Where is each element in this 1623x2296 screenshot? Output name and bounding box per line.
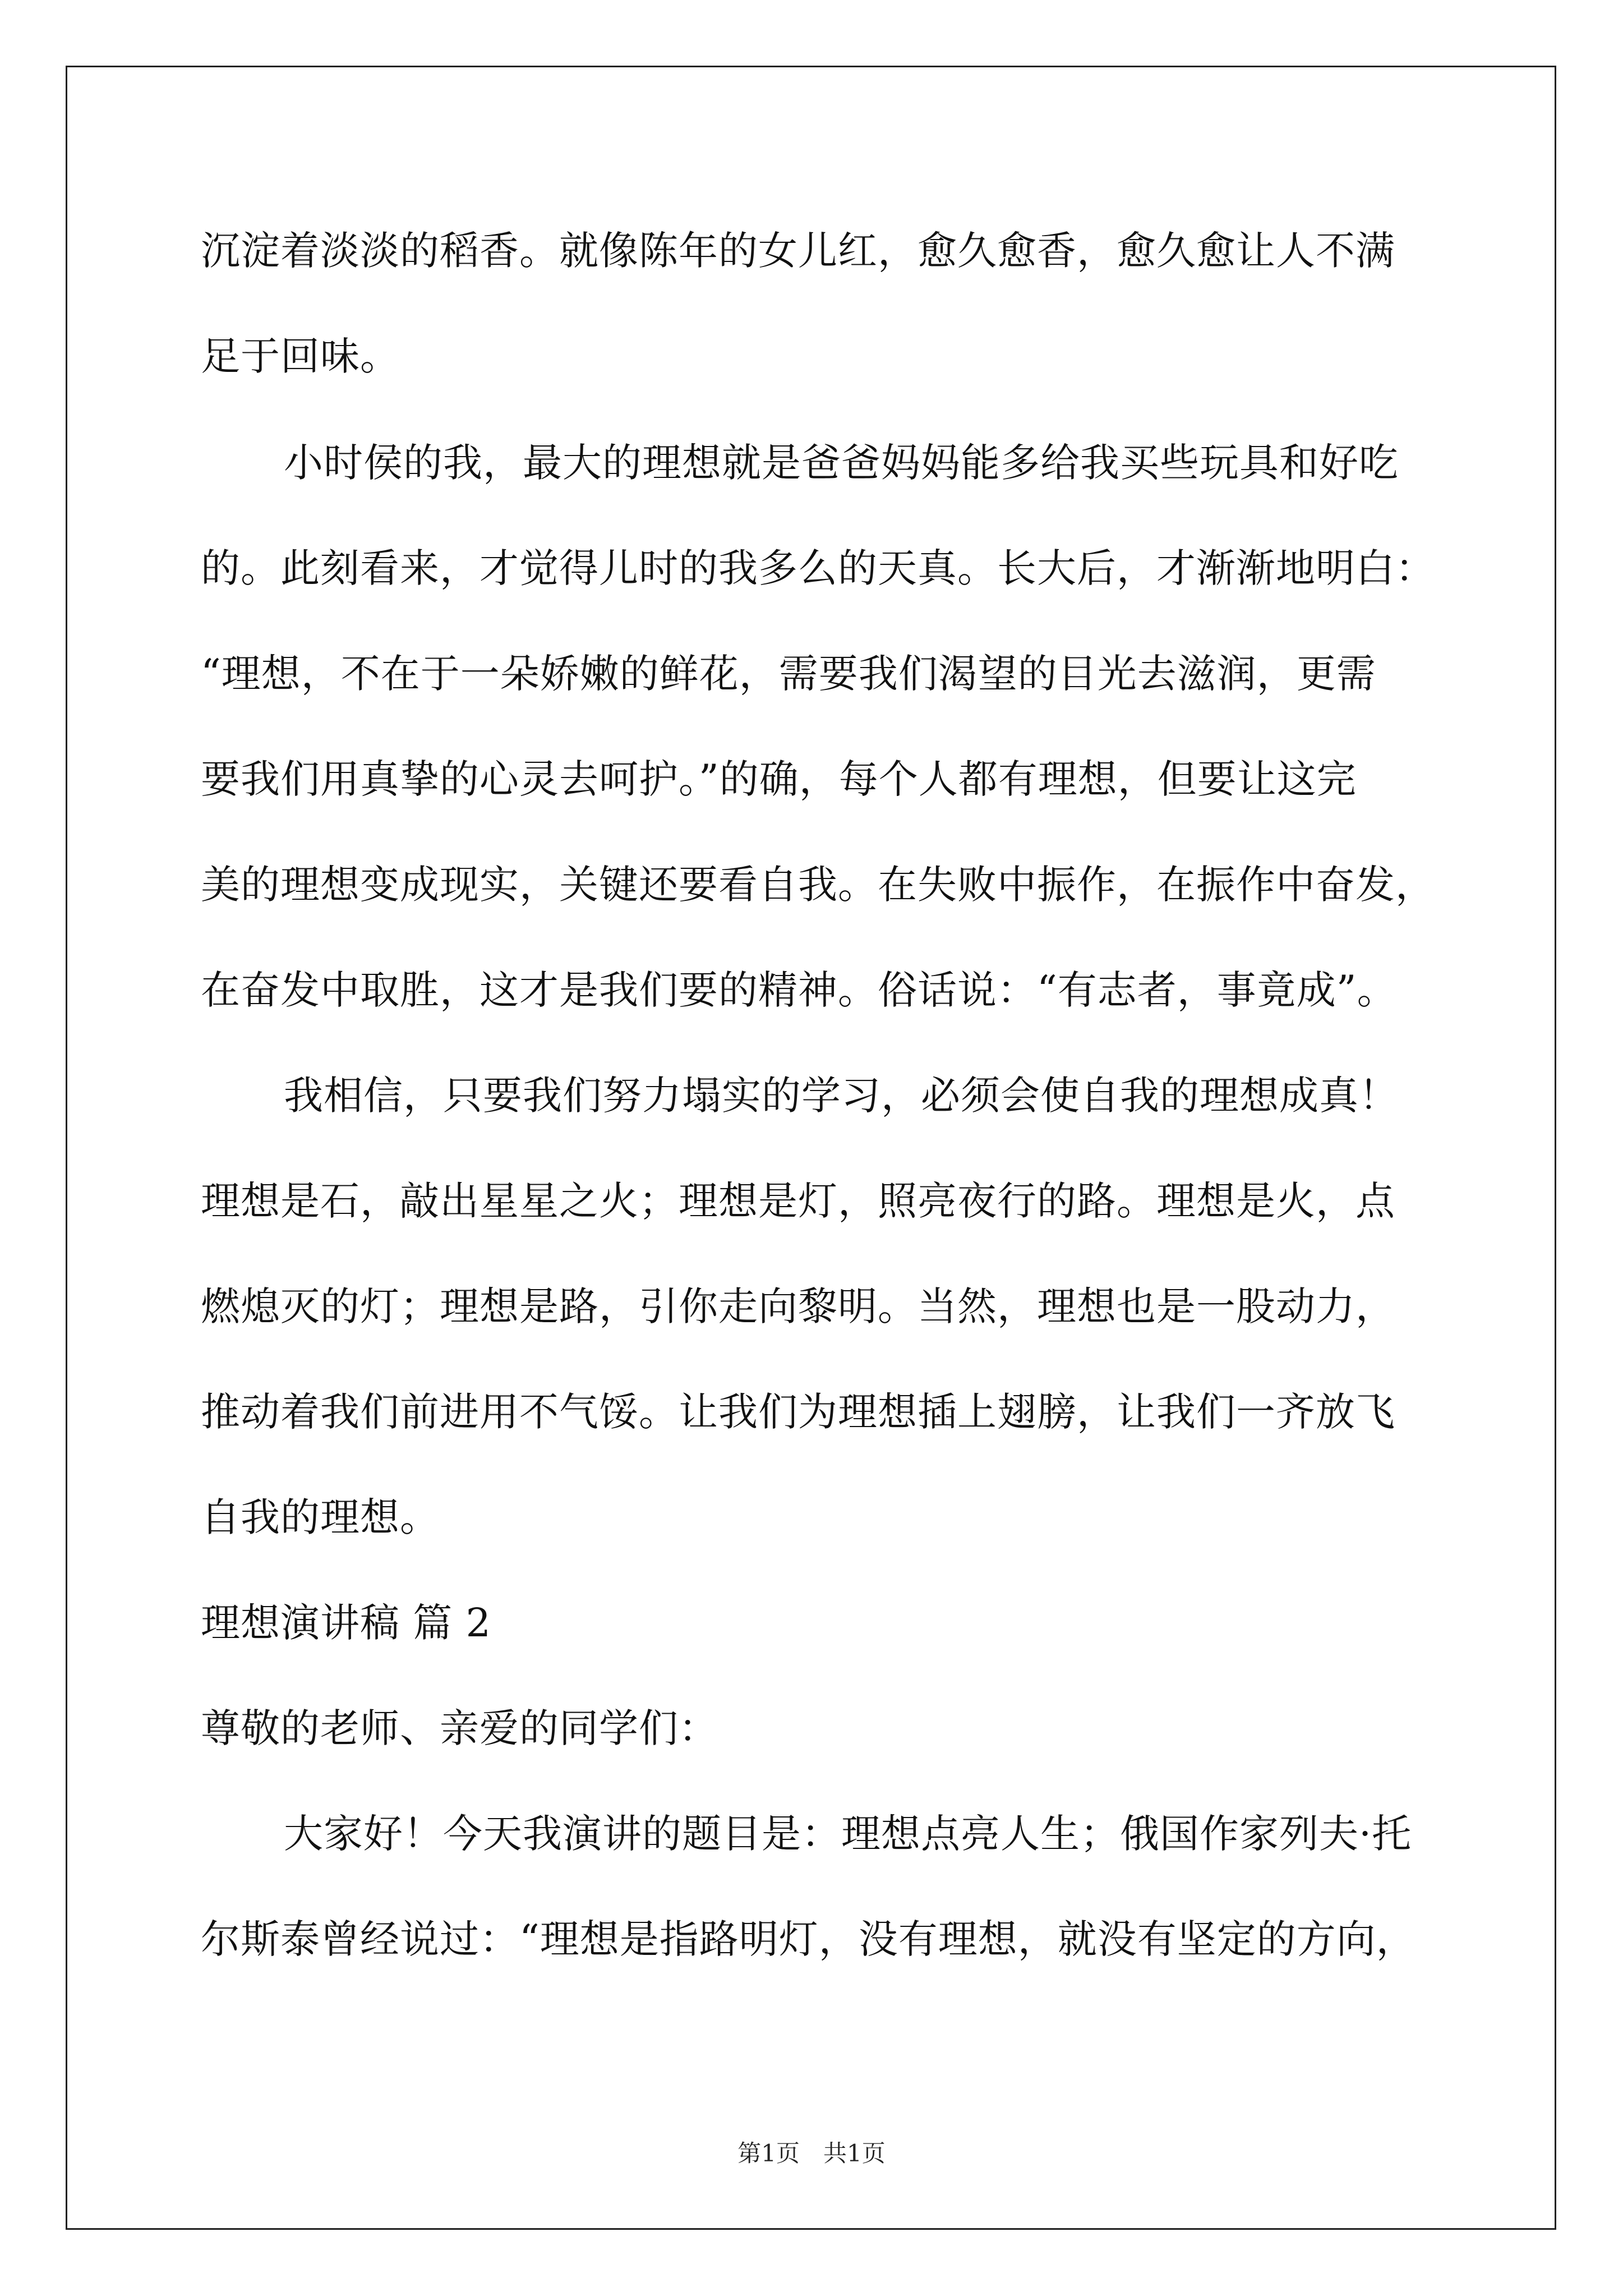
paragraph-start-line: 小时侯的我，最大的理想就是爸爸妈妈能多给我买些玩具和好吃 [284,440,1399,486]
page-number-footer: 第1页 共1页 [737,2139,886,2167]
text-line: 尔斯泰曾经说过：“理想是指路明灯，没有理想，就没有坚定的方向， [201,1916,1416,1962]
section-heading: 理想演讲稿 篇 2 [201,1600,492,1646]
text-line: 推动着我们前进用不气馁。让我们为理想插上翅膀，让我们一齐放飞 [201,1389,1395,1435]
page-border [66,66,1556,2230]
text-line: “理想，不在于一朵娇嫩的鲜花，需要我们渴望的目光去滋润，更需 [201,651,1376,697]
text-line: 要我们用真挚的心灵去呵护。”的确，每个人都有理想，但要让这完 [201,756,1357,802]
paragraph-start-line: 我相信，只要我们努力塌实的学习，必须会使自我的理想成真！ [284,1073,1399,1119]
text-line: 燃熄灭的灯；理想是路，引你走向黎明。当然，理想也是一股动力， [201,1283,1395,1329]
paragraph-start-line: 大家好！今天我演讲的题目是：理想点亮人生；俄国作家列夫·托 [284,1811,1412,1857]
text-line: 理想是石，敲出星星之火；理想是灯，照亮夜行的路。理想是火，点 [201,1178,1395,1224]
text-line: 美的理想变成现实，关键还要看自我。在失败中振作，在振作中奋发， [201,862,1435,908]
text-line: 自我的理想。 [201,1494,440,1540]
text-line: 的。此刻看来，才觉得儿时的我多么的天真。长大后，才渐渐地明白： [201,545,1435,591]
text-line: 足于回味。 [201,333,400,379]
salutation-line: 尊敬的老师、亲爱的同学们： [201,1705,718,1751]
text-line: 沉淀着淡淡的稻香。就像陈年的女儿红，愈久愈香，愈久愈让人不满 [201,228,1395,274]
text-line: 在奋发中取胜，这才是我们要的精神。俗话说：“有志者，事竟成”。 [201,967,1397,1013]
